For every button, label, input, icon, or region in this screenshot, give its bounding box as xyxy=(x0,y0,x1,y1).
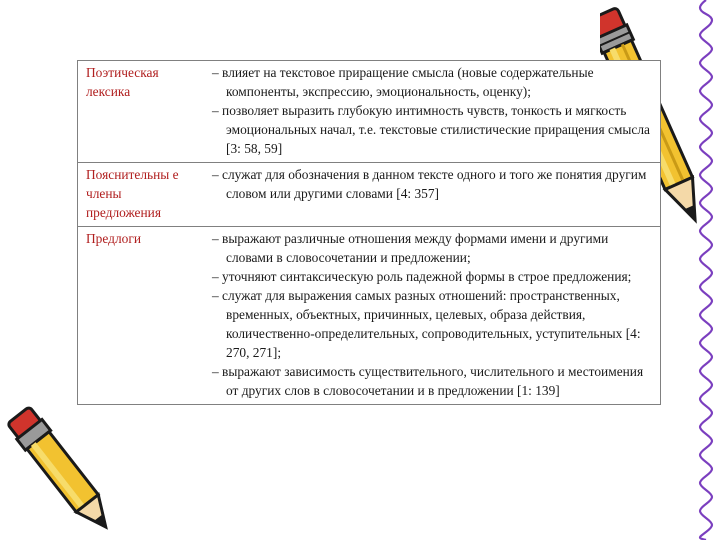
definition-item: – выражают зависимость существительного, числительного и местоимения от других слов в словосочетании и в предложении [1: 139] xyxy=(212,364,644,398)
term-cell: Предлоги xyxy=(78,227,203,405)
term-cell: Пояснительны е члены предложения xyxy=(78,163,203,227)
pencil-bottom-icon xyxy=(0,400,130,540)
definition-item: – позволяет выразить глубокую интимность чувств, тонкость и мягкость эмоциональных начал, т.е. текстовые стилистические приращения смысла [3: 58, 59] xyxy=(212,103,650,156)
table-row xyxy=(78,227,661,405)
definition-cell xyxy=(202,163,661,227)
table-row xyxy=(78,163,661,227)
term-cell: Поэтическая лексика xyxy=(86,65,159,99)
table-row xyxy=(78,61,661,163)
definition-item: – выражают различные отношения между формами имени и другими словами в словосочетании и предложении; xyxy=(212,231,609,265)
definition-cell xyxy=(202,61,661,163)
definition-item: – влияет на текстовое приращение смысла (новые содержательные компоненты, экспрессию, эмоциональность, оценку); xyxy=(212,65,594,99)
definition-item: – уточняют синтаксическую роль падежной формы в строе предложения; xyxy=(212,269,632,284)
definitions-table xyxy=(77,60,661,405)
definition-cell xyxy=(202,227,661,405)
definition-item: – служат для обозначения в данном тексте одного и того же понятия другим словом или другими словами [4: 357] xyxy=(212,167,647,201)
definition-item: – служат для выражения самых разных отношений: пространственных, временных, объектных, причинных, целевых, образа действия, количественно-определительных, сопроводительных, уступительных [4: 270, 271]; xyxy=(212,288,641,360)
